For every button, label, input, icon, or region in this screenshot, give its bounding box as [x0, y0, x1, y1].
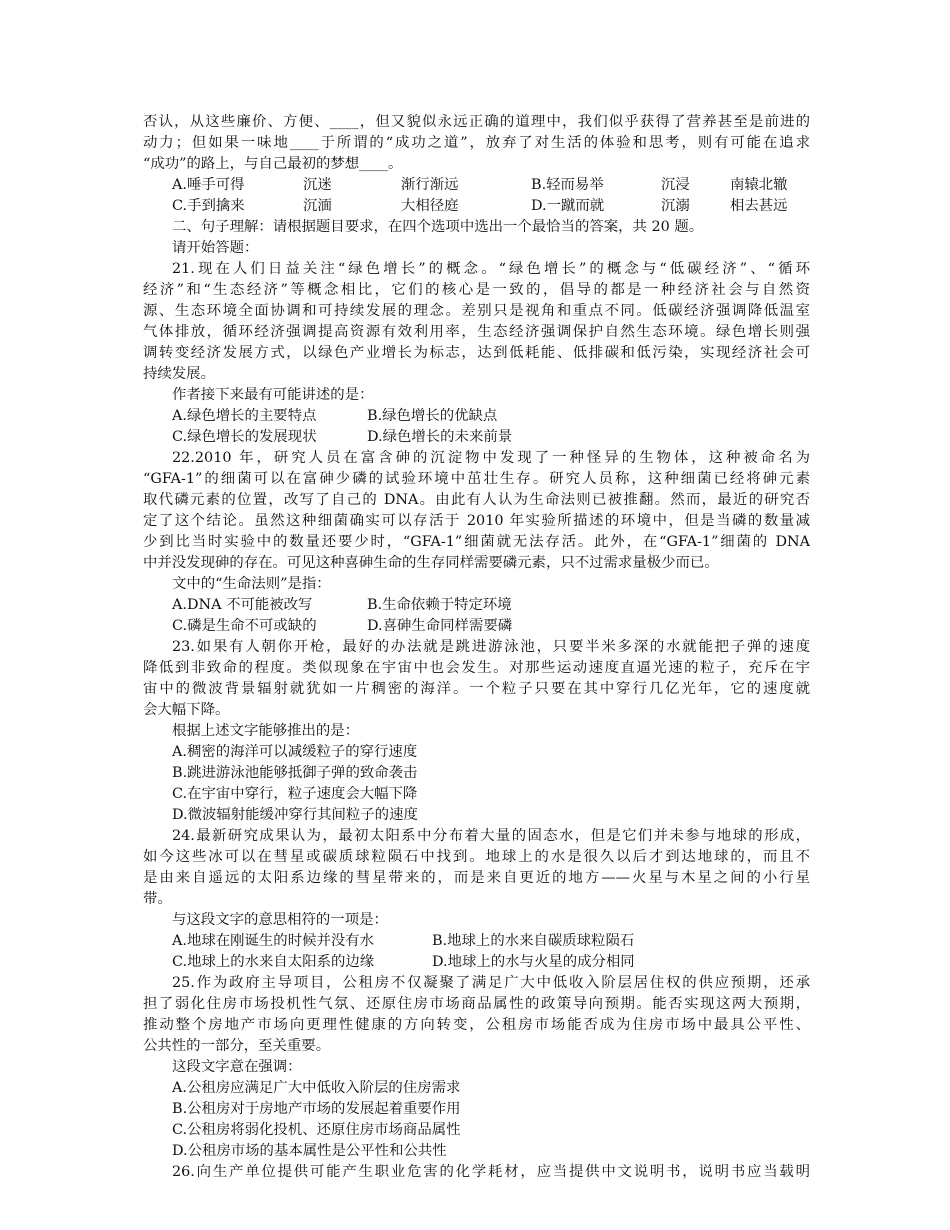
option-d[interactable]: D.微波辐射能缓冲穿行其间粒子的速度	[172, 807, 418, 823]
option-a[interactable]: A.唾手可得	[172, 177, 245, 193]
option-d[interactable]: D.一蹴而就	[531, 198, 605, 214]
option-b[interactable]: B.地球上的水来自碳质球粒陨石	[432, 933, 635, 949]
option-c[interactable]: C.地球上的水来自太阳系的边缘	[172, 954, 375, 970]
option-a[interactable]: A.地球在刚诞生的时候并没有水	[172, 933, 375, 949]
option-b[interactable]: B.绿色增长的优缺点	[367, 408, 498, 424]
options-row	[143, 931, 810, 952]
option-d-word3: 相去甚远	[730, 198, 788, 214]
question-text-line: 24.最新研究成果认为，最初太阳系中分布着大量的固态水，但是它们并未参与地球的形成，	[172, 828, 810, 844]
options-row	[143, 406, 810, 427]
question-text-line: 取代磷元素的位置，改写了自己的 DNA。由此有人认为生命法则已被推翻。然而，最近的研究否	[143, 492, 810, 508]
option-c[interactable]: C.手到擒来	[172, 198, 245, 214]
question-text-line: “GFA-1”的细菌可以在富砷少磷的试验环境中茁壮生存。研究人员称，这种细菌已经将砷元素	[143, 471, 810, 487]
question-prompt: 这段文字意在强调：	[172, 1059, 302, 1075]
options-row	[143, 427, 810, 448]
question-22	[143, 448, 810, 637]
option-c-word2: 沉湎	[303, 198, 332, 214]
options-row	[143, 952, 810, 973]
option-b-word2: 沉浸	[661, 177, 690, 193]
question-text-line: 公共性的一部分，至关重要。	[143, 1038, 331, 1054]
question-prompt: 文中的“生命法则”是指：	[172, 576, 331, 592]
passage-line: “成功”的路上，与自己最初的梦想____。	[143, 156, 403, 172]
question-text-line: 如今这些冰可以在彗星或碳质球粒陨石中找到。地球上的水是很久以后才到达地球的，而且不	[143, 849, 810, 865]
question-text-line: 是由来自遥远的太阳系边缘的彗星带来的，而是来自更近的地方——火星与木星之间的小行星	[143, 870, 810, 886]
question-text-line: 气体排放，循环经济强调提高资源有效利用率，生态经济强调保护自然生态环境。绿色增长则强	[143, 324, 810, 340]
question-text-line: 宙中的微波背景辐射就犹如一片稠密的海洋。一个粒子只要在其中穿行几亿光年，它的速度就	[143, 681, 810, 697]
section-heading: 二、句子理解：请根据题目要求，在四个选项中选出一个最恰当的答案，共 20 题。	[172, 219, 704, 235]
option-a[interactable]: A.公租房应满足广大中低收入阶层的住房需求	[172, 1080, 461, 1096]
question-21	[143, 259, 810, 448]
question-text-line: 23.如果有人朝你开枪，最好的办法就是跳进游泳池，只要半米多深的水就能把子弹的速度	[172, 639, 810, 655]
option-a[interactable]: A.绿色增长的主要特点	[172, 408, 317, 424]
question-text-line: 22.2010 年，研究人员在富含砷的沉淀物中发现了一种怪异的生物体，这种被命名为	[172, 450, 810, 466]
start-instruction: 请开始答题：	[172, 240, 259, 256]
question-text-line: 会大幅下降。	[143, 702, 230, 718]
option-d-word2: 沉溺	[661, 198, 690, 214]
option-a-word2: 沉迷	[303, 177, 332, 193]
option-c-word3: 大相径庭	[401, 198, 459, 214]
option-a-word3: 渐行渐远	[401, 177, 459, 193]
option-d[interactable]: D.喜砷生命同样需要磷	[367, 618, 513, 634]
option-b-word3: 南辕北辙	[730, 177, 788, 193]
passage-line: 动力；但如果一味地____于所谓的“成功之道”，放弃了对生活的体验和思考，则有可能在追求	[143, 135, 810, 151]
option-b[interactable]: B.轻而易举	[531, 177, 604, 193]
question-text-line: 源、生态环境全面协调和可持续发展的理念。差别只是视角和重点不同。低碳经济强调降低温室	[143, 303, 810, 319]
option-b[interactable]: B.生命依赖于特定环境	[367, 597, 512, 613]
option-a[interactable]: A.稠密的海洋可以减缓粒子的穿行速度	[172, 744, 418, 760]
option-b[interactable]: B.公租房对于房地产市场的发展起着重要作用	[172, 1101, 461, 1117]
option-c[interactable]: C.公租房将弱化投机、还原住房市场商品属性	[172, 1122, 461, 1138]
option-d[interactable]: D.公租房市场的基本属性是公平性和公共性	[172, 1143, 447, 1159]
question-text-line: 带。	[143, 891, 172, 907]
question-26	[143, 1162, 810, 1183]
question-text-line: 调转变经济发展方式，以绿色产业增长为标志，达到低耗能、低排碳和低污染，实现经济社会可	[143, 345, 810, 361]
option-d[interactable]: D.绿色增长的未来前景	[367, 429, 513, 445]
option-b[interactable]: B.跳进游泳池能够抵御子弹的致命袭击	[172, 765, 418, 781]
option-d[interactable]: D.地球上的水与火星的成分相同	[432, 954, 635, 970]
question-text-line: 推动整个房地产市场向更理性健康的方向转变，公租房市场能否成为住房市场中最具公平性、	[143, 1017, 810, 1033]
question-text-line: 21.现在人们日益关注“绿色增长”的概念。“绿色增长”的概念与“低碳经济”、“循环	[172, 261, 810, 277]
question-prompt: 作者接下来最有可能讲述的是：	[172, 387, 374, 403]
question-text-line: 中并没发现砷的存在。可见这种喜砷生命的生存同样需要磷元素，只不过需求量极少而已。	[143, 555, 719, 571]
question-text-line: 定了这个结论。虽然这种细菌确实可以存活于 2010 年实验所描述的环境中，但是当磷的数量减	[143, 513, 810, 529]
option-a[interactable]: A.DNA 不可能被改写	[172, 597, 313, 613]
question-25	[143, 973, 810, 1162]
question-text-line: 持续发展。	[143, 366, 215, 382]
question-23	[143, 637, 810, 826]
option-c[interactable]: C.在宇宙中穿行，粒子速度会大幅下降	[172, 786, 418, 802]
question-text-line: 担了弱化住房市场投机性气氛、还原住房市场商品属性的政策导向预期。能否实现这两大预期，	[143, 996, 810, 1012]
intro-passage	[143, 112, 810, 259]
options-row	[143, 196, 810, 217]
options-row	[143, 175, 810, 196]
options-row	[143, 595, 810, 616]
question-text-line: 26.向生产单位提供可能产生职业危害的化学耗材，应当提供中文说明书，说明书应当载明	[172, 1164, 810, 1180]
question-24	[143, 826, 810, 973]
option-c[interactable]: C.绿色增长的发展现状	[172, 429, 317, 445]
question-prompt: 根据上述文字能够推出的是：	[172, 723, 360, 739]
question-text-line: 经济”和“生态经济”等概念相比，它们的核心是一致的，倡导的都是一种经济社会与自然资	[143, 282, 810, 298]
question-text-line: 降低到非致命的程度。类似现象在宇宙中也会发生。对那些运动速度直逼光速的粒子，充斥在宇	[143, 660, 810, 676]
question-text-line: 少到比当时实验中的数量还要少时，“GFA-1”细菌就无法存活。此外，在“GFA-1”细菌的 DNA	[143, 534, 810, 550]
options-row	[143, 616, 810, 637]
option-c[interactable]: C.磷是生命不可或缺的	[172, 618, 317, 634]
question-prompt: 与这段文字的意思相符的一项是：	[172, 912, 388, 928]
passage-line: 否认，从这些廉价、方便、____，但又貌似永远正确的道理中，我们似乎获得了营养甚至是前进的	[143, 114, 810, 130]
question-text-line: 25.作为政府主导项目，公租房不仅凝聚了满足广大中低收入阶层居住权的供应预期，还承	[172, 975, 810, 991]
